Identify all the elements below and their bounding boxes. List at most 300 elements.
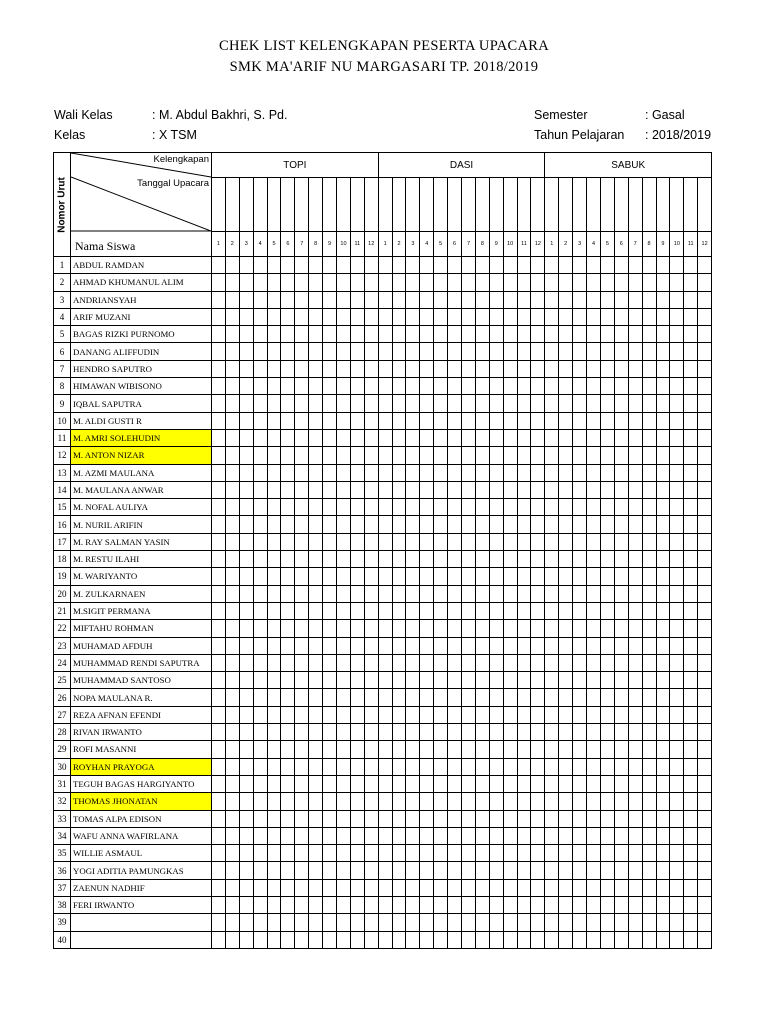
check-cell[interactable] [420, 810, 434, 827]
check-cell[interactable] [420, 845, 434, 862]
date-cell[interactable] [684, 178, 698, 232]
check-cell[interactable] [670, 360, 684, 377]
check-cell[interactable] [350, 326, 364, 343]
check-cell[interactable] [350, 845, 364, 862]
check-cell[interactable] [573, 343, 587, 360]
check-cell[interactable] [212, 914, 226, 931]
check-cell[interactable] [420, 429, 434, 446]
check-cell[interactable] [656, 827, 670, 844]
check-cell[interactable] [517, 845, 531, 862]
check-cell[interactable] [559, 810, 573, 827]
check-cell[interactable] [670, 845, 684, 862]
check-cell[interactable] [475, 568, 489, 585]
check-cell[interactable] [295, 585, 309, 602]
check-cell[interactable] [392, 551, 406, 568]
check-cell[interactable] [642, 291, 656, 308]
check-cell[interactable] [281, 706, 295, 723]
check-cell[interactable] [531, 412, 545, 429]
check-cell[interactable] [406, 724, 420, 741]
check-cell[interactable] [406, 602, 420, 619]
check-cell[interactable] [475, 585, 489, 602]
check-cell[interactable] [225, 793, 239, 810]
check-cell[interactable] [475, 689, 489, 706]
check-cell[interactable] [253, 343, 267, 360]
check-cell[interactable] [503, 499, 517, 516]
check-cell[interactable] [239, 585, 253, 602]
check-cell[interactable] [323, 879, 337, 896]
check-cell[interactable] [253, 741, 267, 758]
check-cell[interactable] [545, 568, 559, 585]
check-cell[interactable] [531, 706, 545, 723]
check-cell[interactable] [503, 551, 517, 568]
check-cell[interactable] [656, 810, 670, 827]
check-cell[interactable] [364, 274, 378, 291]
check-cell[interactable] [392, 654, 406, 671]
check-cell[interactable] [587, 274, 601, 291]
check-cell[interactable] [600, 741, 614, 758]
check-cell[interactable] [239, 620, 253, 637]
check-cell[interactable] [545, 741, 559, 758]
check-cell[interactable] [434, 827, 448, 844]
check-cell[interactable] [614, 810, 628, 827]
check-cell[interactable] [628, 758, 642, 775]
check-cell[interactable] [295, 308, 309, 325]
check-cell[interactable] [559, 914, 573, 931]
check-cell[interactable] [614, 291, 628, 308]
check-cell[interactable] [670, 291, 684, 308]
check-cell[interactable] [295, 724, 309, 741]
check-cell[interactable] [475, 343, 489, 360]
check-cell[interactable] [600, 516, 614, 533]
check-cell[interactable] [489, 620, 503, 637]
check-cell[interactable] [600, 395, 614, 412]
check-cell[interactable] [309, 862, 323, 879]
check-cell[interactable] [462, 793, 476, 810]
check-cell[interactable] [573, 654, 587, 671]
check-cell[interactable] [600, 551, 614, 568]
check-cell[interactable] [545, 793, 559, 810]
check-cell[interactable] [573, 741, 587, 758]
check-cell[interactable] [350, 551, 364, 568]
check-cell[interactable] [364, 741, 378, 758]
check-cell[interactable] [364, 672, 378, 689]
check-cell[interactable] [350, 896, 364, 913]
check-cell[interactable] [531, 291, 545, 308]
check-cell[interactable] [600, 568, 614, 585]
check-cell[interactable] [281, 551, 295, 568]
check-cell[interactable] [587, 845, 601, 862]
check-cell[interactable] [392, 845, 406, 862]
check-cell[interactable] [420, 914, 434, 931]
check-cell[interactable] [253, 654, 267, 671]
check-cell[interactable] [350, 620, 364, 637]
check-cell[interactable] [670, 741, 684, 758]
check-cell[interactable] [448, 585, 462, 602]
check-cell[interactable] [212, 758, 226, 775]
check-cell[interactable] [698, 724, 712, 741]
check-cell[interactable] [670, 533, 684, 550]
check-cell[interactable] [517, 464, 531, 481]
check-cell[interactable] [587, 585, 601, 602]
check-cell[interactable] [337, 447, 351, 464]
check-cell[interactable] [684, 585, 698, 602]
check-cell[interactable] [614, 845, 628, 862]
check-cell[interactable] [434, 896, 448, 913]
check-cell[interactable] [281, 758, 295, 775]
check-cell[interactable] [239, 689, 253, 706]
check-cell[interactable] [309, 447, 323, 464]
check-cell[interactable] [239, 429, 253, 446]
check-cell[interactable] [350, 879, 364, 896]
check-cell[interactable] [420, 672, 434, 689]
check-cell[interactable] [225, 551, 239, 568]
check-cell[interactable] [614, 879, 628, 896]
check-cell[interactable] [517, 810, 531, 827]
check-cell[interactable] [225, 845, 239, 862]
check-cell[interactable] [573, 447, 587, 464]
check-cell[interactable] [642, 724, 656, 741]
check-cell[interactable] [253, 378, 267, 395]
check-cell[interactable] [267, 654, 281, 671]
check-cell[interactable] [587, 775, 601, 792]
check-cell[interactable] [531, 620, 545, 637]
check-cell[interactable] [559, 343, 573, 360]
check-cell[interactable] [309, 326, 323, 343]
check-cell[interactable] [364, 429, 378, 446]
check-cell[interactable] [212, 412, 226, 429]
check-cell[interactable] [253, 395, 267, 412]
check-cell[interactable] [378, 412, 392, 429]
check-cell[interactable] [434, 378, 448, 395]
check-cell[interactable] [239, 516, 253, 533]
check-cell[interactable] [212, 533, 226, 550]
check-cell[interactable] [573, 602, 587, 619]
check-cell[interactable] [420, 896, 434, 913]
check-cell[interactable] [337, 879, 351, 896]
check-cell[interactable] [378, 378, 392, 395]
check-cell[interactable] [281, 568, 295, 585]
check-cell[interactable] [434, 637, 448, 654]
check-cell[interactable] [600, 602, 614, 619]
check-cell[interactable] [628, 724, 642, 741]
check-cell[interactable] [503, 602, 517, 619]
check-cell[interactable] [587, 429, 601, 446]
check-cell[interactable] [253, 464, 267, 481]
date-cell[interactable] [225, 178, 239, 232]
check-cell[interactable] [406, 378, 420, 395]
check-cell[interactable] [684, 637, 698, 654]
check-cell[interactable] [614, 429, 628, 446]
check-cell[interactable] [559, 775, 573, 792]
check-cell[interactable] [337, 706, 351, 723]
check-cell[interactable] [698, 516, 712, 533]
check-cell[interactable] [559, 602, 573, 619]
check-cell[interactable] [656, 672, 670, 689]
check-cell[interactable] [309, 481, 323, 498]
check-cell[interactable] [225, 499, 239, 516]
check-cell[interactable] [225, 896, 239, 913]
check-cell[interactable] [587, 360, 601, 377]
check-cell[interactable] [253, 810, 267, 827]
check-cell[interactable] [281, 585, 295, 602]
check-cell[interactable] [545, 775, 559, 792]
check-cell[interactable] [531, 862, 545, 879]
date-cell[interactable] [559, 178, 573, 232]
check-cell[interactable] [545, 602, 559, 619]
check-cell[interactable] [517, 499, 531, 516]
date-cell[interactable] [600, 178, 614, 232]
check-cell[interactable] [587, 879, 601, 896]
check-cell[interactable] [656, 533, 670, 550]
check-cell[interactable] [267, 896, 281, 913]
check-cell[interactable] [420, 602, 434, 619]
check-cell[interactable] [489, 429, 503, 446]
check-cell[interactable] [253, 257, 267, 274]
check-cell[interactable] [309, 775, 323, 792]
check-cell[interactable] [642, 378, 656, 395]
check-cell[interactable] [559, 931, 573, 948]
check-cell[interactable] [350, 637, 364, 654]
check-cell[interactable] [323, 378, 337, 395]
date-cell[interactable] [420, 178, 434, 232]
check-cell[interactable] [253, 308, 267, 325]
date-cell[interactable] [253, 178, 267, 232]
check-cell[interactable] [517, 706, 531, 723]
check-cell[interactable] [517, 412, 531, 429]
check-cell[interactable] [628, 602, 642, 619]
check-cell[interactable] [295, 395, 309, 412]
check-cell[interactable] [559, 758, 573, 775]
check-cell[interactable] [462, 931, 476, 948]
check-cell[interactable] [545, 654, 559, 671]
check-cell[interactable] [212, 602, 226, 619]
check-cell[interactable] [239, 845, 253, 862]
check-cell[interactable] [587, 412, 601, 429]
check-cell[interactable] [434, 464, 448, 481]
check-cell[interactable] [531, 845, 545, 862]
check-cell[interactable] [212, 620, 226, 637]
check-cell[interactable] [295, 533, 309, 550]
check-cell[interactable] [489, 326, 503, 343]
check-cell[interactable] [531, 395, 545, 412]
check-cell[interactable] [350, 741, 364, 758]
check-cell[interactable] [517, 724, 531, 741]
check-cell[interactable] [448, 879, 462, 896]
check-cell[interactable] [406, 481, 420, 498]
check-cell[interactable] [350, 291, 364, 308]
check-cell[interactable] [392, 464, 406, 481]
check-cell[interactable] [642, 447, 656, 464]
check-cell[interactable] [323, 602, 337, 619]
check-cell[interactable] [392, 378, 406, 395]
check-cell[interactable] [545, 689, 559, 706]
check-cell[interactable] [378, 429, 392, 446]
check-cell[interactable] [698, 343, 712, 360]
check-cell[interactable] [670, 914, 684, 931]
check-cell[interactable] [337, 845, 351, 862]
check-cell[interactable] [489, 464, 503, 481]
check-cell[interactable] [378, 326, 392, 343]
check-cell[interactable] [420, 274, 434, 291]
check-cell[interactable] [448, 291, 462, 308]
check-cell[interactable] [642, 879, 656, 896]
check-cell[interactable] [281, 533, 295, 550]
check-cell[interactable] [323, 429, 337, 446]
check-cell[interactable] [448, 343, 462, 360]
check-cell[interactable] [614, 793, 628, 810]
check-cell[interactable] [212, 931, 226, 948]
check-cell[interactable] [323, 274, 337, 291]
check-cell[interactable] [656, 706, 670, 723]
check-cell[interactable] [475, 395, 489, 412]
check-cell[interactable] [337, 931, 351, 948]
check-cell[interactable] [364, 308, 378, 325]
check-cell[interactable] [420, 291, 434, 308]
check-cell[interactable] [406, 931, 420, 948]
check-cell[interactable] [545, 827, 559, 844]
check-cell[interactable] [253, 896, 267, 913]
check-cell[interactable] [295, 896, 309, 913]
check-cell[interactable] [267, 568, 281, 585]
check-cell[interactable] [475, 378, 489, 395]
check-cell[interactable] [503, 447, 517, 464]
check-cell[interactable] [489, 862, 503, 879]
check-cell[interactable] [323, 758, 337, 775]
check-cell[interactable] [406, 689, 420, 706]
check-cell[interactable] [656, 879, 670, 896]
check-cell[interactable] [253, 568, 267, 585]
check-cell[interactable] [309, 516, 323, 533]
check-cell[interactable] [392, 412, 406, 429]
check-cell[interactable] [225, 827, 239, 844]
check-cell[interactable] [462, 257, 476, 274]
check-cell[interactable] [267, 499, 281, 516]
check-cell[interactable] [656, 931, 670, 948]
check-cell[interactable] [670, 896, 684, 913]
check-cell[interactable] [462, 620, 476, 637]
check-cell[interactable] [323, 931, 337, 948]
check-cell[interactable] [573, 326, 587, 343]
check-cell[interactable] [239, 395, 253, 412]
check-cell[interactable] [670, 931, 684, 948]
check-cell[interactable] [614, 724, 628, 741]
check-cell[interactable] [656, 274, 670, 291]
check-cell[interactable] [281, 274, 295, 291]
check-cell[interactable] [698, 481, 712, 498]
check-cell[interactable] [281, 516, 295, 533]
check-cell[interactable] [462, 308, 476, 325]
check-cell[interactable] [698, 862, 712, 879]
check-cell[interactable] [350, 672, 364, 689]
check-cell[interactable] [448, 724, 462, 741]
check-cell[interactable] [475, 360, 489, 377]
check-cell[interactable] [684, 464, 698, 481]
check-cell[interactable] [350, 914, 364, 931]
check-cell[interactable] [420, 481, 434, 498]
check-cell[interactable] [364, 585, 378, 602]
check-cell[interactable] [392, 568, 406, 585]
check-cell[interactable] [364, 360, 378, 377]
check-cell[interactable] [212, 637, 226, 654]
check-cell[interactable] [531, 827, 545, 844]
check-cell[interactable] [517, 481, 531, 498]
check-cell[interactable] [448, 447, 462, 464]
check-cell[interactable] [642, 931, 656, 948]
check-cell[interactable] [267, 360, 281, 377]
check-cell[interactable] [503, 758, 517, 775]
check-cell[interactable] [350, 568, 364, 585]
check-cell[interactable] [531, 551, 545, 568]
check-cell[interactable] [600, 499, 614, 516]
check-cell[interactable] [670, 343, 684, 360]
check-cell[interactable] [531, 378, 545, 395]
check-cell[interactable] [281, 499, 295, 516]
check-cell[interactable] [545, 412, 559, 429]
check-cell[interactable] [684, 602, 698, 619]
check-cell[interactable] [267, 274, 281, 291]
check-cell[interactable] [337, 689, 351, 706]
date-cell[interactable] [475, 178, 489, 232]
check-cell[interactable] [600, 793, 614, 810]
check-cell[interactable] [281, 931, 295, 948]
check-cell[interactable] [684, 654, 698, 671]
check-cell[interactable] [517, 326, 531, 343]
check-cell[interactable] [420, 447, 434, 464]
check-cell[interactable] [309, 429, 323, 446]
check-cell[interactable] [545, 706, 559, 723]
check-cell[interactable] [337, 654, 351, 671]
check-cell[interactable] [531, 516, 545, 533]
check-cell[interactable] [364, 516, 378, 533]
check-cell[interactable] [281, 845, 295, 862]
check-cell[interactable] [503, 429, 517, 446]
check-cell[interactable] [587, 551, 601, 568]
check-cell[interactable] [503, 879, 517, 896]
check-cell[interactable] [698, 758, 712, 775]
date-cell[interactable] [281, 178, 295, 232]
check-cell[interactable] [670, 724, 684, 741]
check-cell[interactable] [628, 429, 642, 446]
check-cell[interactable] [475, 810, 489, 827]
check-cell[interactable] [503, 378, 517, 395]
check-cell[interactable] [559, 620, 573, 637]
check-cell[interactable] [614, 274, 628, 291]
check-cell[interactable] [420, 378, 434, 395]
check-cell[interactable] [628, 827, 642, 844]
check-cell[interactable] [406, 274, 420, 291]
check-cell[interactable] [628, 533, 642, 550]
check-cell[interactable] [295, 291, 309, 308]
check-cell[interactable] [656, 291, 670, 308]
check-cell[interactable] [225, 672, 239, 689]
check-cell[interactable] [434, 429, 448, 446]
check-cell[interactable] [364, 879, 378, 896]
check-cell[interactable] [614, 758, 628, 775]
check-cell[interactable] [267, 412, 281, 429]
check-cell[interactable] [503, 845, 517, 862]
check-cell[interactable] [614, 481, 628, 498]
check-cell[interactable] [684, 689, 698, 706]
check-cell[interactable] [545, 274, 559, 291]
check-cell[interactable] [225, 395, 239, 412]
check-cell[interactable] [573, 429, 587, 446]
check-cell[interactable] [267, 464, 281, 481]
check-cell[interactable] [378, 291, 392, 308]
check-cell[interactable] [628, 689, 642, 706]
check-cell[interactable] [642, 499, 656, 516]
check-cell[interactable] [628, 291, 642, 308]
check-cell[interactable] [545, 862, 559, 879]
